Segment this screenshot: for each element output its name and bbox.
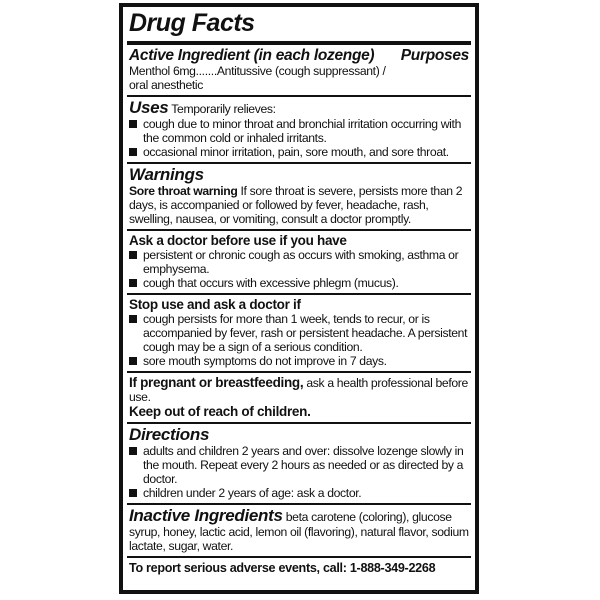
label-title: Drug Facts bbox=[129, 9, 255, 37]
active-ingredient-heading: Active Ingredient (in each lozenge) bbox=[129, 47, 375, 64]
uses-section bbox=[127, 97, 471, 164]
adverse-events-footer: To report serious adverse events, call: 1-888-349-2268 bbox=[129, 561, 436, 575]
stop-use-item: cough persists for more than 1 week, tends to recur, or is accompanied by fever, rash or persistent headache. A persistent cough may be a sign of a serious condition. bbox=[129, 312, 469, 354]
title-section bbox=[127, 7, 471, 45]
warnings-heading: Warnings bbox=[129, 165, 204, 184]
directions-item: adults and children 2 years and over: dissolve lozenge slowly in the mouth. Repeat every 2 hours as needed or as directed by a doctor. bbox=[129, 444, 469, 486]
pregnancy-warning: If pregnant or breastfeeding, ask a health professional before use. bbox=[129, 375, 468, 404]
bullet-square-icon bbox=[129, 251, 137, 259]
stop-use-item: sore mouth symptoms do not improve in 7 days. bbox=[129, 354, 469, 368]
bullet-square-icon bbox=[129, 148, 137, 156]
bullet-square-icon bbox=[129, 120, 137, 128]
bullet-square-icon bbox=[129, 447, 137, 455]
drug-facts-label bbox=[119, 3, 479, 594]
ask-doctor-item: cough that occurs with excessive phlegm (mucus). bbox=[129, 276, 469, 290]
purposes-heading: Purposes bbox=[400, 47, 469, 64]
active-ingredient-line: Menthol 6mg.......Antitussive (cough suppressant) / bbox=[129, 64, 386, 78]
uses-item: occasional minor irritation, pain, sore mouth, and sore throat. bbox=[129, 145, 469, 159]
bullet-square-icon bbox=[129, 315, 137, 323]
bullet-square-icon bbox=[129, 489, 137, 497]
uses-heading: Uses bbox=[129, 98, 169, 117]
sore-throat-warning: Sore throat warning If sore throat is severe, persists more than 2 days, is accompanied or followed by fever, headache, rash, swelling, nausea, or vomiting, consult a doctor promptly. bbox=[129, 184, 463, 226]
ask-doctor-section bbox=[127, 231, 471, 295]
directions-section bbox=[127, 424, 471, 505]
keep-out-of-reach: Keep out of reach of children. bbox=[129, 404, 311, 419]
active-heading-row bbox=[129, 47, 469, 64]
pregnancy-section bbox=[127, 373, 471, 424]
bullet-square-icon bbox=[129, 279, 137, 287]
footer-section bbox=[127, 558, 471, 579]
bullet-square-icon bbox=[129, 357, 137, 365]
directions-heading: Directions bbox=[129, 425, 210, 444]
active-ingredient-purpose: oral anesthetic bbox=[129, 78, 204, 92]
stop-use-heading: Stop use and ask a doctor if bbox=[129, 297, 301, 312]
inactive-ingredients: Inactive Ingredients beta carotene (coloring), glucose syrup, honey, lactic acid, lemon oil (flavoring), natural flavor, sodium lactate, sugar, water. bbox=[129, 506, 469, 553]
ask-doctor-item: persistent or chronic cough as occurs with smoking, asthma or emphysema. bbox=[129, 248, 469, 276]
uses-item: cough due to minor throat and bronchial irritation occurring with the common cold or inhaled irritants. bbox=[129, 117, 469, 145]
inactive-ingredients-section bbox=[127, 505, 471, 558]
directions-item: children under 2 years of age: ask a doctor. bbox=[129, 486, 469, 500]
warnings-section bbox=[127, 164, 471, 231]
uses-intro: Temporarily relieves: bbox=[171, 102, 276, 116]
stop-use-section bbox=[127, 295, 471, 373]
active-ingredient-section bbox=[127, 45, 471, 97]
ask-doctor-heading: Ask a doctor before use if you have bbox=[129, 233, 347, 248]
